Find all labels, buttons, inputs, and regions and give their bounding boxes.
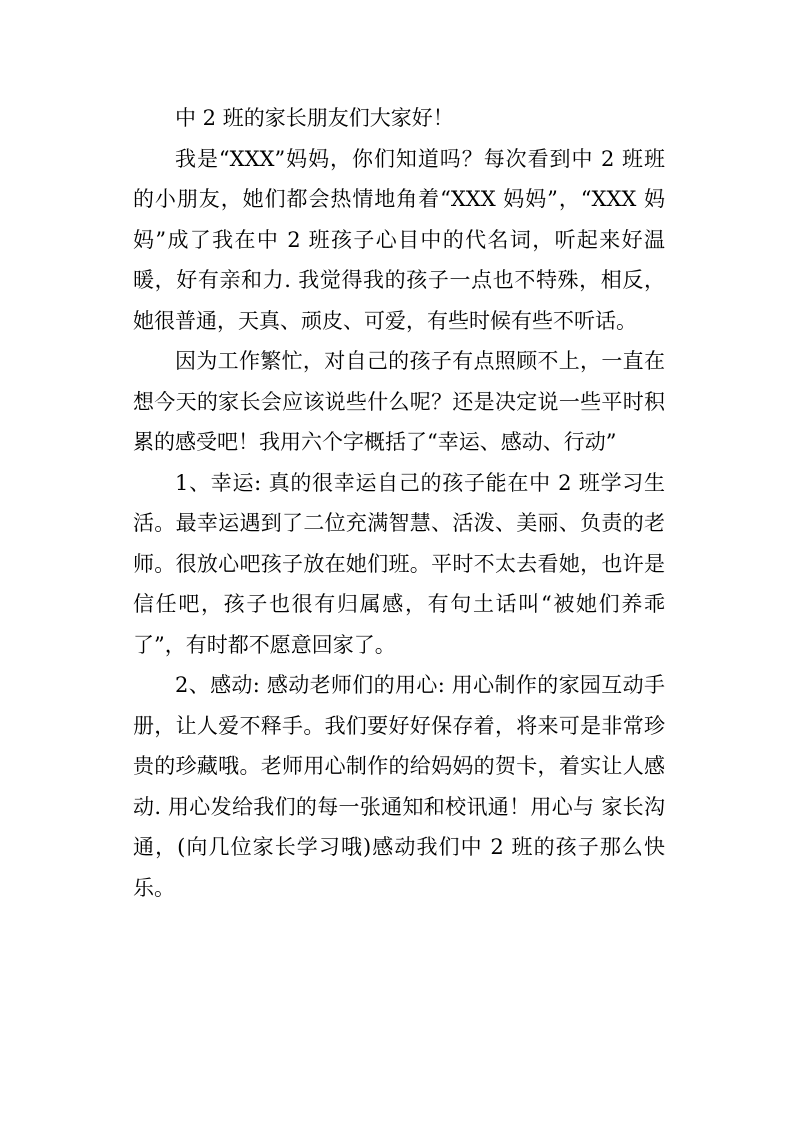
luck-paragraph: 1、幸运: 真的很幸运自己的孩子能在中 2 班学习生活。最幸运遇到了二位充满智慧、活泼、美丽、负责的老师。很放心吧孩子放在她们班。平时不太去看她，也许是信任吧，孩子也很有归属感，有句土话叫“被她们养乖了”，有时都不愿意回家了。 (133, 470, 665, 657)
greeting-paragraph: 中 2 班的家长朋友们大家好！ (175, 106, 454, 130)
introduction-paragraph: 我是“XXX”妈妈，你们知道吗？每次看到中 2 班班的小朋友，她们都会热情地角着“XXX 妈妈”，“XXX 妈妈”成了我在中 2 班孩子心目中的代名词，听起来好温暖，好有亲和力. 我觉得我的孩子一点也不特殊，相反，她很普通，天真、顽皮、可爱，有些时候有些不听话。 (133, 146, 665, 333)
moved-paragraph: 2、感动: 感动老师们的用心: 用心制作的家园互动手册，让人爱不释手。我们要好好保存着，将来可是非常珍贵的珍藏哦。老师用心制作的给妈妈的贺卡，着实让人感动. 用心发给我们的每一张通知和校讯通！用心与 家长沟通，(向几位家长学习哦)感动我们中 2 班的孩子那么快乐。 (133, 673, 665, 900)
summary-paragraph: 因为工作繁忙，对自己的孩子有点照顾不上，一直在想今天的家长会应该说些什么呢？还是决定说一些平时积累的感受吧！我用六个字概括了“幸运、感动、行动” (133, 349, 665, 454)
document-body (133, 98, 665, 908)
